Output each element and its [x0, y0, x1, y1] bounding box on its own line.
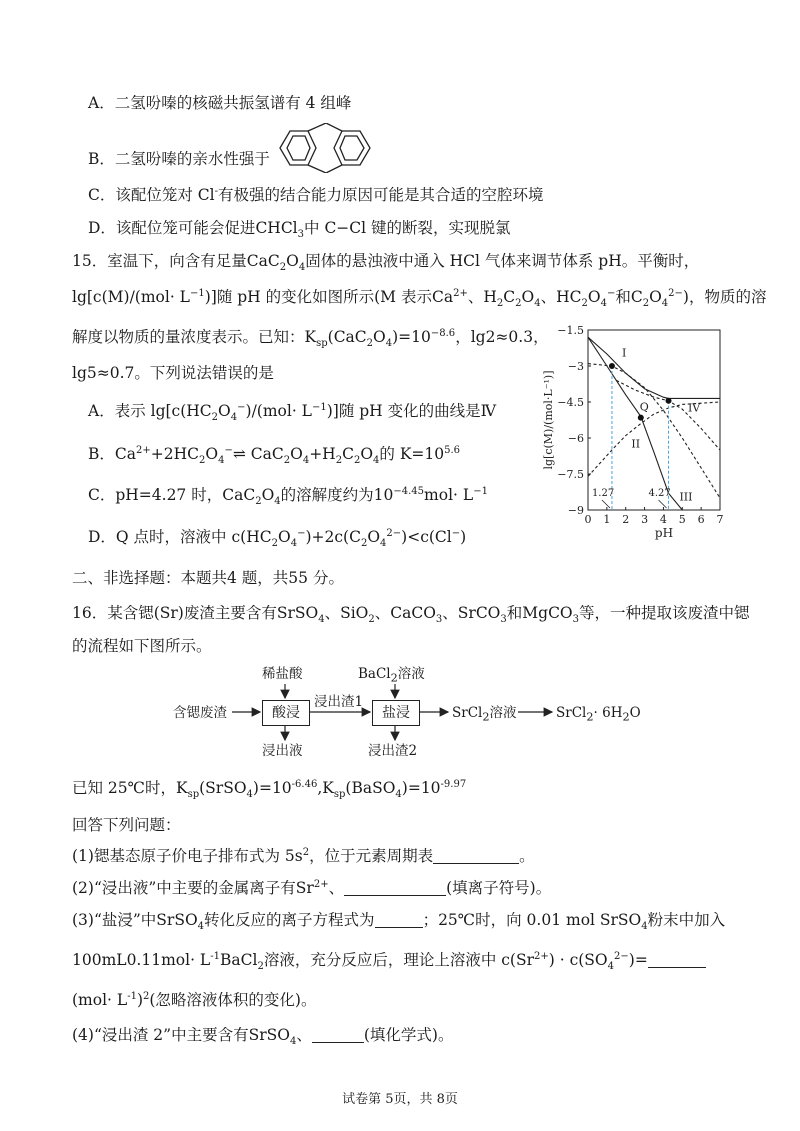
flow-reagent2: BaCl$_2$溶液 [358, 666, 425, 685]
x-tick-label: 1 [603, 513, 611, 526]
flow-step1-box: 酸浸 [262, 700, 310, 726]
curve-label-IV: IV [687, 401, 701, 415]
point-label-Q: Q [639, 400, 649, 414]
q14-option-b-text: B．二氢吩嗪的亲水性强于 [88, 150, 270, 168]
q15-option-b: B．$Ca^{2+}+2HC_2O_4^-\rightleftharpoons$ $CaC_2O_4+H_2C_2O_4$的 $K=10^{5.6}$ [88, 444, 461, 467]
guide-label: 1.27 [591, 488, 615, 499]
flow-prod2: SrCl$_2$· $6H_2O$ [556, 705, 641, 724]
x-axis-label: pH [654, 526, 674, 540]
x-tick-label: 6 [697, 513, 705, 526]
q15-line4: lg5≈0.7。下列说法错误的是 [72, 364, 274, 382]
flow-step2-box: 盐浸 [372, 700, 420, 726]
curve-label-II: II [631, 437, 641, 451]
q16-known: 已知 25℃时，$K_{sp}(SrSO_4)=10^{-6.46},K_{sp}(BaSO_4)=10^{-9.97}$ [72, 778, 467, 801]
q15-option-d: D．Q 点时，溶液中 $c(HC_2O_4^-)+2c(C_2O_4^{2-})<c(Cl^-)$ [88, 527, 467, 550]
q15-line3: 解度以物质的量浓度表示。已知：$K_{sp}(CaC_2O_4)=10^{-8.6}$，lg2≈0.3， [72, 327, 549, 350]
y-tick-label: −6 [567, 432, 584, 445]
y-tick-label: −7.5 [557, 468, 584, 481]
x-tick-label: 3 [641, 513, 649, 526]
q15-option-c: C．pH=4.27 时，$CaC_2O_4$的溶解度约为$10^{-4.45}mol\cdot L^{-1}$ [88, 485, 488, 508]
q16-part2: (2)“浸出液”中主要的金属离子有$Sr^{2+}$、 (填离子符号)。 [72, 878, 552, 897]
q16-part4-blank[interactable] [312, 1026, 364, 1043]
x-tick-label: 0 [584, 513, 592, 526]
flow-reagent1: 稀盐酸 [262, 666, 303, 682]
curve-label-III: III [679, 490, 693, 504]
q16-part3-line2: $100mL0.11mol\cdot L^{-1}BaCl_2$溶液，充分反应后，理论上溶液中 $c(Sr^{2+}) \cdot c(SO_4^{2-})=$ [72, 950, 706, 970]
q14-option-c: C．该配位笼对 Cl-有极强的结合能力原因可能是其合适的空腔环境 [88, 185, 544, 204]
q16-answer-prompt: 回答下列问题： [72, 816, 181, 834]
y-tick-label: −4.5 [557, 396, 584, 409]
q16-part2-blank[interactable] [344, 879, 446, 896]
x-tick-label: 2 [622, 513, 630, 526]
q16-part3-blank1[interactable] [375, 911, 423, 928]
y-tick-label: −9 [567, 504, 584, 517]
q16-part4: (4)“浸出渣 2”中主要含有SrSO$_4$、 (填化学式)。 [72, 1026, 454, 1048]
curve-label-I: I [621, 346, 627, 360]
flow-input: 含锶废渣 [173, 705, 227, 721]
q16-part3-blank2[interactable] [648, 951, 706, 968]
x-tick-label: 4 [659, 513, 667, 526]
flow-out1: 浸出液 [262, 743, 303, 759]
flow-prod1: SrCl$_2$溶液 [452, 705, 517, 724]
q16-intro: 16．某含锶(Sr)废渣主要含有SrSO$_4$、SiO$_2$、CaCO$_3$、SrCO$_3$和MgCO$_3$等，一种提取该废渣中锶 [72, 604, 750, 626]
q14-option-d: D．该配位笼可能会促进CHCl$_3$中 C−Cl 键的断裂，实现脱氯 [88, 219, 511, 241]
q16-part3: (3)“盐浸”中SrSO$_4$转化反应的离子方程式为 ；25℃时，向 0.01 mol SrSO$_4$粉末中加入 [72, 911, 726, 933]
q14-option-a: A．二氢吩嗪的核磁共振氢谱有 4 组峰 [88, 94, 352, 112]
y-axis-label: lg[c(M)/(mol·L⁻¹)] [542, 370, 555, 470]
y-tick-label: −3 [567, 360, 584, 373]
q15-line2: $\lg[c(M)/(mol\cdot L^{-1})]$随 pH 的变化如图所示(M 表示$Ca^{2+}$、$H_2C_2O_4$、$HC_2O_4^-$和$C_2O_4^{2-}$)，物质的溶 [72, 287, 767, 310]
y-tick-label: −1.5 [557, 324, 584, 337]
q16-part3-line3: $(mol\cdot L^{-1})^2$(忽略溶液体积的变化)。 [72, 990, 317, 1009]
q16-intro-line2: 的流程如下图所示。 [72, 637, 212, 655]
q15-intro: 15．室温下，向含有足量$CaC_2O_4$固体的悬浊液中通入 HCl 气体来调节体系 pH。平衡时， [72, 252, 700, 274]
section2-heading: 二、非选择题：本题共4 题，共55 分。 [72, 569, 344, 587]
q16-part1-blank[interactable] [433, 847, 519, 864]
x-tick-label: 7 [716, 513, 724, 526]
q16-part1: (1)锶基态原子价电子排布式为 $5s^2$，位于元素周期表 。 [72, 846, 535, 865]
flow-out2: 浸出渣2 [368, 743, 418, 759]
q15-option-a: A．表示 $\lg[c(HC_2O_4^-)/(mol\cdot L^{-1})]$随 pH 变化的曲线是Ⅳ [88, 401, 497, 424]
page-footer: 试卷第 5页，共 8页 [342, 1092, 458, 1107]
guide-label: 4.27 [648, 488, 671, 499]
x-tick-label: 5 [678, 513, 686, 526]
flow-mid-label: 浸出渣1 [314, 694, 364, 710]
